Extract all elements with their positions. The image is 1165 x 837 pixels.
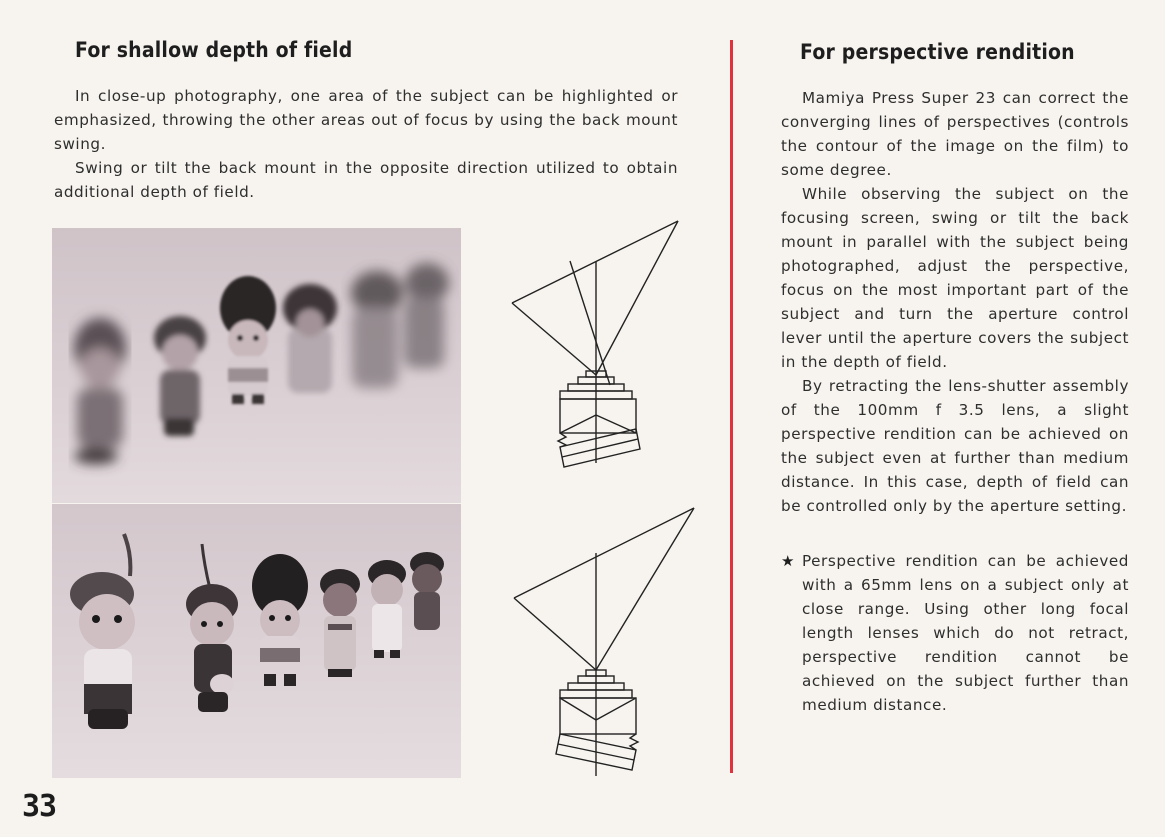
doll-5 (368, 560, 406, 658)
left-paragraph-2: Swing or tilt the back mount in the opposite direction utilized to obtain additional depth of field. (54, 159, 678, 201)
page-number: 33 (22, 789, 57, 824)
right-heading: For perspective rendition (800, 40, 1075, 64)
guard-doll-sharp (252, 554, 308, 686)
back-tilt-diagram (500, 498, 700, 782)
left-heading: For shallow depth of field (75, 38, 353, 62)
guard-doll (220, 276, 276, 404)
star-icon: ★ (781, 552, 795, 570)
right-body-text (781, 86, 1129, 518)
column-divider (730, 40, 733, 773)
extended-depth-of-field-photo (52, 504, 461, 778)
doll-4 (320, 569, 360, 677)
note-block (781, 549, 1129, 717)
note-text: Perspective rendition can be achieved with a 65mm lens on a subject only at close range. Using other long focal length lenses which do not retract, perspective rendition cannot be achieved on the subject further than medium distance. (802, 552, 1129, 714)
right-paragraph-1: Mamiya Press Super 23 can correct the converging lines of perspectives (controls the contour of the image on the film) to some degree. (781, 89, 1129, 179)
right-paragraph-3: By retracting the lens-shutter assembly of the 100mm f 3.5 lens, a slight perspective rendition can be achieved on the subject even at further than medium distance. In this case, depth of field can be controlled only by the aperture setting. (781, 377, 1129, 515)
back-swing-diagram (500, 215, 690, 479)
left-body-text (54, 84, 678, 204)
right-paragraph-2: While observing the subject on the focusing screen, swing or tilt the back mount in parallel with the subject being photographed, adjust the perspective, focus on the most important part of the subject and turn the aperture control lever until the aperture covers the subject in the depth of field. (781, 185, 1129, 371)
left-paragraph-1: In close-up photography, one area of the subject can be highlighted or emphasized, throwing the other areas out of focus by using the back mount swing. (54, 87, 678, 153)
shallow-depth-of-field-photo (52, 228, 461, 503)
